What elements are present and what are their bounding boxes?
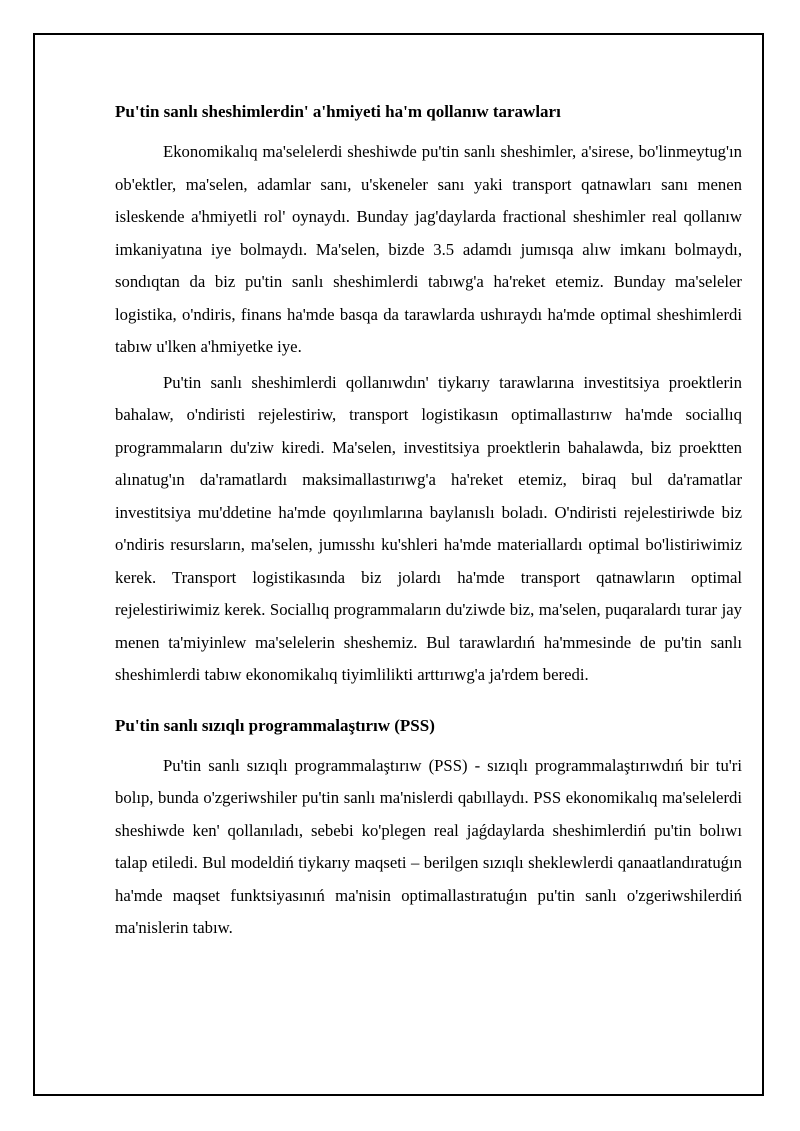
paragraph-economic-problems: Ekonomikalıq ma'selelerdi sheshiwde pu'tin sanlı sheshimler, a'sirese, bo'linmeytug'ın ob'ektler, ma'selen, adamlar sanı, u'skeneler sanı yaki transport qatnawları sanı menen isleskende a'hmiyetli rol' oynaydı. Bunday jag'daylarda fractional sheshimler real qollanıw imkaniyatına iye bolmaydı. Ma'selen, bizde 3.5 adamdı jumısqa alıw imkanı bolmaydı, sondıqtan da biz pu'tin sanlı sheshimlerdi tabıwg'a ha'reket etemiz. Bunday ma'seleler logistika, o'ndiris, finans ha'mde basqa da tarawlarda ushıraydı ha'mde optimal sheshimlerdi tabıw u'lken a'hmiyetke iye. bbox=[115, 142, 742, 356]
paragraph-pss-definition: Pu'tin sanlı sızıqlı programmalaştırıw (PSS) - sızıqlı programmalaştırıwdıń bir tu'ri bolıp, bunda o'zgeriwshiler pu'tin sanlı ma'nislerdi qabıllaydı. PSS ekonomikalıq ma'selelerdi sheshiwde ken' qollanıladı, sebebi ko'plegen real jaǵdaylarda sheshimlerdiń pu'tin bolıwı talap etiledi. Bul modeldiń tiykarıy maqseti – berilgen sızıqlı sheklewlerdi qanaatlandıratuǵın ha'mde maqset funktsiyasınıń ma'nisin optimallastıratuǵın pu'tin sanlı o'zgeriwshilerdiń ma'nislerin tabıw. bbox=[115, 755, 742, 937]
section-heading-importance: Pu'tin sanlı sheshimlerdin' a'hmiyeti ha'm qollanıw tarawları bbox=[115, 102, 561, 121]
paragraph-application-areas: Pu'tin sanlı sheshimlerdi qollanıwdın' tiykarıy tarawlarına investitsiya proektlerin bahalaw, o'ndiristi rejelestiriw, transport logistikasın optimallastırıw ha'mde sociallıq programmaların du'ziw kiredi. Ma'selen, investitsiya proektlerin bahalawda, biz proektten alınatug'ın da'ramatlardı maksimallastırıwg'a ha'reket etemiz, biraq bul da'ramatlar investitsiya mu'ddetine ha'mde qoyılımlarına baylanıslı boladı. O'ndiristi rejelestiriwde biz o'ndiris resursların, ma'selen, jumısshı ku'shleri ha'mde materiallardı optimal bo'listiriwimiz kerek. Transport logistikasında biz jolardı ha'mde transport qatnawların optimal rejelestiriwimiz kerek. Sociallıq programmaların du'ziwde biz, ma'selen, puqaralardı turar jay menen ta'miyinlew ma'selelerin sheshemiz. Bul tarawlardıń ha'mmesinde de pu'tin sanlı sheshimlerdi tabıw ekonomikalıq tiyimlilikti arttırıwg'a ja'rdem beredi. bbox=[115, 372, 742, 684]
section-heading-pss: Pu'tin sanlı sızıqlı programmalaştırıw (PSS) bbox=[115, 715, 435, 735]
document-body bbox=[115, 96, 742, 945]
